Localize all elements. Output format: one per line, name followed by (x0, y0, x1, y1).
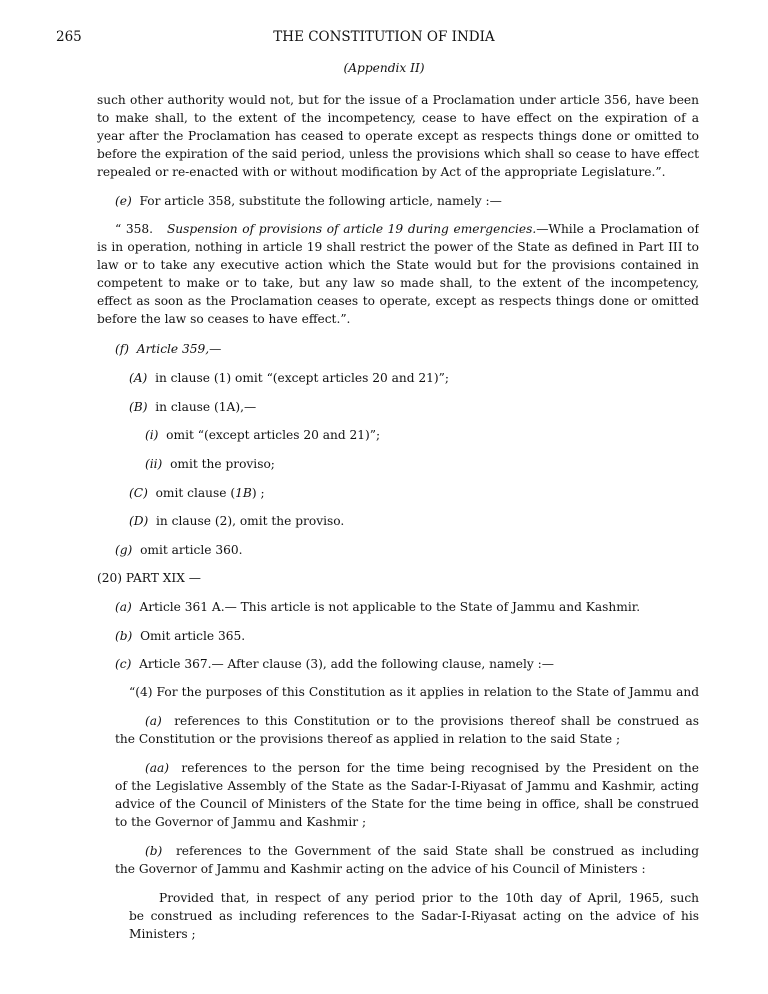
body-line: effect as soon as the Proclamation ceases to operate, except as respects things done or omitted (97, 294, 699, 308)
body-line: before the law so ceases to have effect.”. (97, 312, 351, 326)
clause-a: (a) Article 361 A.— This article is not applicable to the State of Jammu and Kashmir. (115, 600, 641, 614)
clause-f-B-ii: (ii) omit the proviso; (145, 457, 275, 471)
body-line: to make shall, to the extent of the incompetency, cease to have effect on the expiration of a (97, 111, 699, 125)
body-line: to the Governor of Jammu and Kashmir ; (115, 815, 367, 829)
body-line: the Governor of Jammu and Kashmir acting on the advice of his Council of Ministers : (115, 862, 646, 876)
body-line: the Constitution or the provisions thereof as applied in relation to the said State ; (115, 732, 621, 746)
body-line: law or to take any executive action which the State would but for the provisions contained in (97, 258, 699, 272)
body-line: before the expiration of the said period, unless the provisions which shall so cease to have effect (97, 147, 699, 161)
clause-mark: (e) (115, 194, 132, 208)
article-358-heading: “ 358. Suspension of provisions of article 19 during emergencies.—While a Proclamation of (115, 222, 699, 236)
clause-c: (c) Article 367.— After clause (3), add the following clause, namely :— (115, 657, 554, 671)
appendix-subtitle: (Appendix II) (343, 61, 425, 75)
clause-b: (b) Omit article 365. (115, 629, 246, 643)
clause-f-D: (D) in clause (2), omit the proviso. (129, 514, 345, 528)
clause-f: (f) Article 359,— (115, 342, 222, 356)
body-line: competent to make or to take, but any law so made shall, to the extent of the incompetency, (97, 276, 699, 290)
clause-4-aa: (aa) references to the person for the time being recognised by the President on the (145, 761, 699, 775)
clause-f-C: (C) omit clause (1B) ; (129, 486, 265, 500)
clause-4-b: (b) references to the Government of the said State shall be construed as including (145, 844, 699, 858)
clause-f-B-i: (i) omit “(except articles 20 and 21)”; (145, 428, 381, 442)
clause-f-A: (A) in clause (1) omit “(except articles 20 and 21)”; (129, 371, 449, 385)
page-number: 265 (56, 29, 82, 45)
running-title: THE CONSTITUTION OF INDIA (273, 29, 495, 45)
body-line: such other authority would not, but for the issue of a Proclamation under article 356, have been (97, 93, 699, 107)
clause-4-a: (a) references to this Constitution or to the provisions thereof shall be construed as (145, 714, 699, 728)
clause-e (115, 194, 502, 208)
clause-4-intro: “(4) For the purposes of this Constitution as it applies in relation to the State of Jammu and (129, 685, 699, 699)
clause-text: For article 358, substitute the following article, namely :— (139, 194, 502, 208)
body-line: of the Legislative Assembly of the State as the Sadar-I-Riyasat of Jammu and Kashmir, acting (115, 779, 699, 793)
part-xix-heading: (20) PART XIX — (97, 571, 201, 585)
body-line: is in operation, nothing in article 19 shall restrict the power of the State as defined in Part III to (97, 240, 699, 254)
clause-g: (g) omit article 360. (115, 543, 243, 557)
body-line: Ministers ; (129, 927, 196, 941)
clause-f-B: (B) in clause (1A),— (129, 400, 257, 414)
body-line: repealed or re-enacted with or without modification by Act of the appropriate Legislature.”. (97, 165, 666, 179)
body-line: be construed as including references to the Sadar-I-Riyasat acting on the advice of his (129, 909, 699, 923)
body-line: year after the Proclamation has ceased to operate except as respects things done or omitted to (97, 129, 699, 143)
body-line: advice of the Council of Ministers of the State for the time being in office, shall be construed (115, 797, 699, 811)
proviso: Provided that, in respect of any period prior to the 10th day of April, 1965, such (159, 891, 699, 905)
